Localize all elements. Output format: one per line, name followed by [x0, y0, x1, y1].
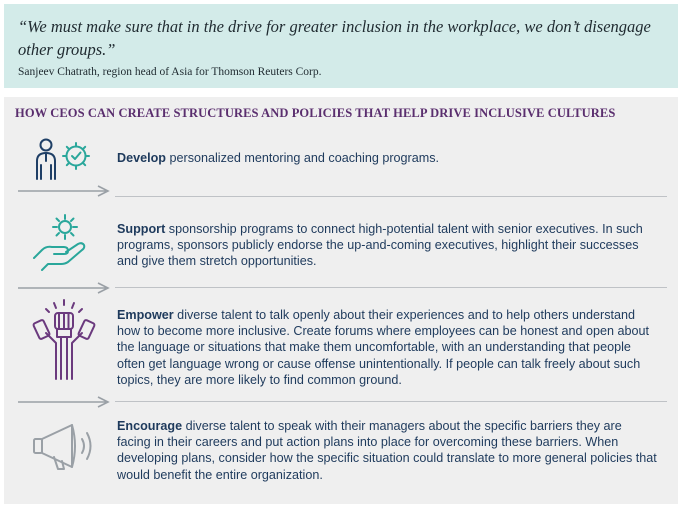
ceo-policies-panel	[4, 97, 678, 504]
hand-gear-icon	[32, 212, 94, 277]
quote-attribution: Sanjeev Chatrath, region head of Asia for Thomson Reuters Corp.	[18, 66, 322, 78]
separator-line	[115, 287, 667, 288]
separator-line	[115, 196, 667, 197]
item-encourage-lead: Encourage	[117, 419, 183, 433]
mentor-gear-icon	[32, 137, 94, 186]
arrow-divider-icon	[18, 184, 114, 202]
item-encourage-text: diverse talent to speak with their managers about the specific barriers they are facing in their careers and put action plans into place for overcoming these barriers. When developing plans, consider how the specific situation could translate to more general policies that would benefit the entire organization.	[117, 419, 657, 482]
item-develop-text: personalized mentoring and coaching programs.	[166, 151, 440, 165]
megaphone-icon	[32, 421, 104, 476]
item-support	[117, 221, 657, 270]
item-encourage	[117, 418, 657, 483]
panel-title: HOW CEOS CAN CREATE STRUCTURES AND POLICIES THAT HELP DRIVE INCLUSIVE CULTURES	[15, 106, 616, 120]
item-develop-lead: Develop	[117, 151, 166, 165]
arrow-divider-icon	[18, 281, 114, 299]
raised-fist-icon	[32, 299, 96, 386]
item-empower	[117, 307, 657, 388]
arrow-divider-icon	[18, 395, 114, 413]
item-support-lead: Support	[117, 222, 166, 236]
item-support-text: sponsorship programs to connect high-potential talent with senior executives. In such programs, sponsors publicly endorse the up-and-coming executives, highlight their successes and give them stretch opportunities.	[117, 222, 643, 269]
item-empower-lead: Empower	[117, 308, 174, 322]
item-empower-text: diverse talent to talk openly about their experiences and to help others understand how to become more inclusive. Create forums where employees can be honest and open about the language or situations that make them uncomfortable, with an understanding that people often get language wrong or cause offense unintentionally. If people can talk freely about such topics, they are more likely to find common ground.	[117, 308, 650, 387]
quote-box	[4, 4, 678, 88]
separator-line	[115, 401, 667, 402]
quote-text: “We must make sure that in the drive for greater inclusion in the workplace, we don’t disengage other groups.”	[18, 17, 651, 59]
item-develop	[117, 150, 657, 166]
